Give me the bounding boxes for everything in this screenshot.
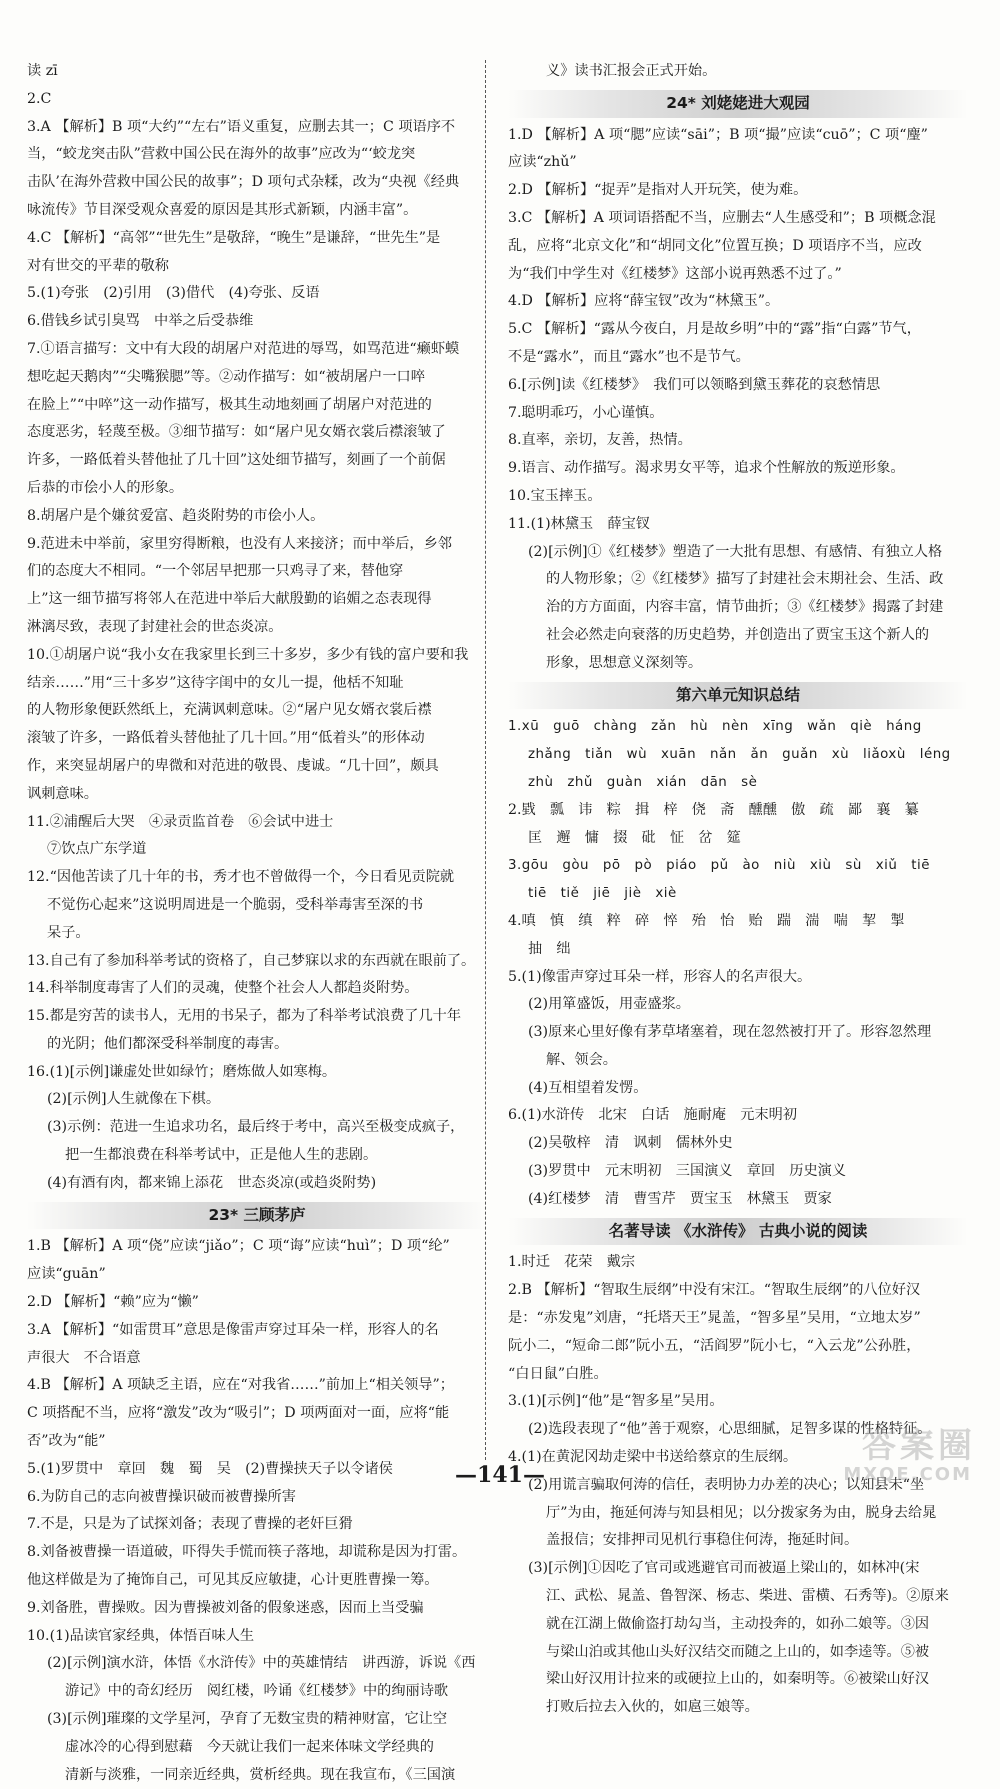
answer-line: 否”改为“能” [27,1433,106,1450]
answer-line: (2)选段表现了“他”善于观察，心思细腻，足智多谋的性格特征。 [528,1421,932,1438]
answer-line: 3.A 【解析】B 项“大约”“左右”语义重复，应删去其一；C 项语序不 [27,118,456,135]
answer-line: (3)罗贯中 元末明初 三国演义 章回 历史演义 [528,1163,847,1180]
answer-line: 11.②浦醒后大哭 ④录贡监首卷 ⑥会试中进士 [27,813,334,830]
answer-line: 5.(1)夸张 (2)引用 (3)借代 (4)夸张、反语 [27,285,320,302]
section-heading: 23* 三顾茅庐 [27,1202,487,1230]
watermark-url: MXQE.COM [843,1464,972,1485]
answer-line: 4.D 【解析】应将“薛宝钗”改为“林黛玉”。 [508,293,780,310]
answer-line: 1.B 【解析】A 项“侥”应读“jiǎo”；C 项“诲”应读“huì”；D 项“纶” [27,1238,450,1255]
answer-line: (2)用谎言骗取何涛的信任，表明协力办差的决心；以知县未“坐 [528,1476,925,1493]
section-heading: 名著导读 《水浒传》 古典小说的阅读 [508,1218,968,1246]
answer-line: 治的方方面面，内容丰富，情节曲折；③《红楼梦》揭露了封建 [546,599,944,616]
left-column [27,58,487,1789]
answer-line: 4.C 【解析】“高邻”“世先生”是敬辞，“晚生”是谦辞，“世先生”是 [27,229,441,246]
answer-line: 15.都是穷苦的读书人，无用的书呆子，都为了科举考试浪费了几十年 [27,1008,462,1025]
answer-line: 5.(1)罗贯中 章回 魏 蜀 吴 (2)曹操挟天子以令诸侯 [27,1460,393,1477]
answer-line: 上”这一细节描写将邻人在范进中举后大献殷勤的谄媚之态表现得 [27,591,432,608]
answer-line: 10.宝玉摔玉。 [508,487,602,504]
answer-line: 2.戥 瓢 讳 粽 揖 梓 侥 斋 醺醺 傲 疏 鄙 襄 纂 [508,801,919,818]
answer-line: 阮小二，“短命二郎”阮小五，“活阎罗”阮小七，“入云龙”公孙胜， [508,1337,921,1354]
answer-line: 乱，应将“北京文化”和“胡同文化”位置互换；D 项语序不当，应改 [508,237,922,254]
answer-line: 淋漓尽致，表现了封建社会的世态炎凉。 [27,618,283,635]
answer-line: 许多，一路低着头替他扯了几十回”这处细节描写，刻画了一个前倨 [27,452,446,469]
answer-line: 社会必然走向衰落的历史趋势，并创造出了贾宝玉这个新人的 [546,626,930,643]
answer-line: 盖报信；安排押司见机行事稳住何涛，拖延时间。 [546,1532,859,1549]
answer-line: 态度恶劣，轻蔑至极。③细节描写：如“屠户见女婿衣裳后襟滚皱了 [27,424,446,441]
answer-line: “白日鼠”白胜。 [508,1365,608,1382]
answer-line: 形象，思想意义深刻等。 [546,654,703,671]
answer-line: 把一生都浪费在科举考试中，正是他人生的悲剧。 [65,1147,378,1164]
answer-line: 的人物形象；②《红楼梦》描写了封建社会末期社会、生活、政 [546,571,944,588]
answer-line: 应读“zhǔ” [508,154,577,171]
answer-line: zhù zhǔ guàn xián dān sè [528,774,758,790]
answer-line: 在脸上”“中啐”这一动作描写，极其生动地刻画了胡屠户对范进的 [27,396,432,413]
section-heading: 24* 刘姥姥进大观园 [508,90,968,118]
answer-line: 4.(1)在黄泥冈劫走梁中书送给蔡京的生辰纲。 [508,1449,798,1466]
answer-line: 16.(1)[示例]谦虚处世如绿竹；磨炼做人如寒梅。 [27,1063,337,1080]
answer-line: 9.刘备胜，曹操败。因为曹操被刘备的假象迷惑，因而上当受骗 [27,1599,424,1616]
answer-line: 虚冰冷的心得到慰藉 今天就让我们一起来体味文学经典的 [65,1738,434,1755]
answer-line: 2.D 【解析】“捉弄”是指对人开玩笑，使为难。 [508,182,808,199]
answer-line: (3)[示例]①因吃了官司或逃避官司而被逼上梁山的，如林冲(宋 [528,1560,920,1577]
answer-line: 10.(1)品读官家经典，体悟百味人生 [27,1627,255,1644]
answer-line: 3.gōu gòu pō pò piáo pǔ ào niù xiù sù xiǔ tiē [508,858,930,874]
answer-line: 声很大 不合语意 [27,1349,141,1366]
answer-line: 就在江湖上做偷盗打劫勾当，主动投奔的，如孙二娘等。③因 [546,1615,930,1632]
answer-line: 2.B 【解析】“智取生辰纲”中没有宋江。“智取生辰纲”的八位好汉 [508,1282,921,1299]
answer-line: 打败后拉去入伙的，如扈三娘等。 [546,1699,759,1716]
answer-line: zhǎng tiǎn wù xuān nǎn ǎn guǎn xù liǎoxù léng [528,747,951,763]
answer-line: 结亲……”用“三十多岁”这待字闺中的女儿一提，他栝不知耻 [27,674,404,691]
answer-line: 抽 绌 [528,940,571,957]
answer-line: 6.[示例]读《红楼梦》 我们可以领略到黛玉葬花的哀愁情思 [508,376,881,393]
answer-line: 梁山好汉用计拉来的或硬拉上山的，如秦明等。⑥被梁山好汉 [546,1671,930,1688]
answer-line: 11.(1)林黛玉 薛宝钗 [508,515,650,532]
answer-line: tiē tiě jiē jiè xiè [528,886,677,902]
answer-line: 9.范进未中举前，家里穷得断粮，也没有人来接济；而中举后，乡邻 [27,535,452,552]
answer-line: (3)原来心里好像有茅草堵塞着，现在忽然被打开了。形容忽然理 [528,1024,932,1041]
answer-line: 讽刺意味。 [27,785,98,802]
answer-line: 1.xū guō chàng zǎn hù nèn xīng wǎn qiè háng [508,719,922,735]
watermark-logo [826,1418,976,1498]
answer-line: 8.刘备被曹操一语道破，吓得失手慌而筷子落地，却谎称是因为打雷。 [27,1544,467,1561]
answer-line: 4.嗔 慎 缜 粹 碎 悴 殆 怡 贻 踹 湍 喘 挈 掣 [508,912,905,929]
answer-line: 3.A 【解析】“如雷贯耳”意思是像雷声穿过耳朵一样，形容人的名 [27,1321,439,1338]
answer-line: 3.C 【解析】A 项词语搭配不当，应删去“人生感受和”；B 项概念混 [508,209,936,226]
answer-line: 的光阴；他们都深受科举制度的毒害。 [47,1035,289,1052]
answer-line: 3.(1)[示例]“他”是“智多星”吴用。 [508,1393,724,1410]
answer-line: 解、领会。 [546,1051,617,1068]
answer-line: 2.C [27,90,52,107]
answer-line: 作，来突显胡屠户的卑微和对范进的敬畏、虔诚。“几十回”，颇具 [27,757,439,774]
answer-line: 应读“guān” [27,1266,106,1283]
answer-line: 4.B 【解析】A 项缺乏主语，应在“对我省……”前加上“相关领导”； [27,1377,454,1394]
answer-line: 12.“因他苦读了几十年的书，秀才也不曾做得一个，今日看见贡院就 [27,869,455,886]
answer-line: (2)[示例]人生就像在下棋。 [47,1091,221,1108]
answer-line: 厅”为由，拖延何涛与知县相见；以分拨家务为由，脱身去给晁 [546,1504,937,1521]
answer-line: 不是“露水”，而且“露水”也不是节气。 [508,348,750,365]
answer-line: 匡 邂 慵 掇 砒 怔 岔 筵 [528,829,741,846]
answer-line: 滚皱了许多，一路低着头替他扯了几十回。”用“低着头”的形体动 [27,730,425,747]
answer-line: 1.D 【解析】A 项“腮”应读“sāi”；B 项“撮”应读“cuō”；C 项“麈” [508,126,928,143]
answer-line: 5.(1)像雷声穿过耳朵一样，形容人的名声很大。 [508,968,812,985]
answer-line: 他这样做是为了掩饰自己，可见其反应敏捷，心计更胜曹操一筹。 [27,1572,439,1589]
answer-line: (4)互相望着发愣。 [528,1079,648,1096]
answer-line: 不觉伤心起来”这说明周进是一个脆弱，受科举毒害至深的书 [47,896,424,913]
answer-line: 读 zī [27,63,58,79]
answer-line: 6.(1)水浒传 北宋 白话 施耐庵 元末明初 [508,1107,798,1124]
answer-line: ⑦饮点广东学道 [47,841,147,858]
answer-line: 义》读书汇报会正式开始。 [546,63,717,79]
answer-line: 游记》中的奇幻经历 阅红楼，吟诵《红楼梦》中的绚丽诗歌 [65,1683,449,1700]
answer-line: 10.①胡屠户说“我小女在我家里长到三十多岁，多少有钱的富户要和我 [27,646,469,663]
answer-line: 是：“赤发鬼”刘唐，“托塔天王”晁盖，“智多星”吴用，“立地太岁” [508,1310,921,1327]
answer-line: 后恭的市侩小人的形象。 [27,479,184,496]
answer-line: C 项搭配不当，应将“激发”改为“吸引”；D 项两面对一面，应将“能 [27,1405,450,1422]
answer-line: 清新与淡雅，一同亲近经典，赏析经典。现在我宣布，《三国演 [65,1766,456,1783]
answer-line: 9.语言、动作描写。渴求男女平等，追求个性解放的叛逆形象。 [508,460,905,477]
answer-line: (2)用箪盛饭，用壶盛浆。 [528,996,690,1013]
answer-line: 对有世交的平辈的敬称 [27,257,169,274]
answer-line: (4)有酒有肉，都来锦上添花 世态炎凉(或趋炎附势) [47,1174,377,1191]
answer-line: 为“我们中学生对《红楼梦》这部小说再熟悉不过了。” [508,265,842,282]
answer-line: 与梁山泊或其他山头好汉结交而随之上山的，如李逵等。⑤被 [546,1643,930,1660]
answer-line: (3)示例：范进一生追求功名，最后终于考中，高兴至极变成疯子， [47,1119,465,1136]
answer-line: 想吃起天鹅肉”“尖嘴猴腮”等。②动作描写：如“被胡屠户一口啐 [27,368,425,385]
answer-line: 的人物形象便跃然纸上，充满讽刺意味。②“屠户见女婿衣裳后襟 [27,702,432,719]
watermark-text: 答案圈 [862,1426,976,1466]
answer-line: 7.聪明乖巧，小心谨慎。 [508,404,664,421]
answer-line: 6.为防自己的志向被曹操识破而被曹操所害 [27,1488,296,1505]
answer-line: 8.直率，亲切，友善，热情。 [508,432,692,449]
answer-line: (3)[示例]璀璨的文学星河，孕育了无数宝贵的精神财富，它让空 [47,1711,448,1728]
answer-line: (2)[示例]演水浒，体悟《水浒传》中的英雄情结 讲西游，诉说《西 [47,1655,476,1672]
answer-line: 5.C 【解析】“露从今夜白，月是故乡明”中的“露”指“白露”节气， [508,321,921,338]
page-number: —141— [455,1462,545,1488]
answer-line: 6.借钱乡试引臭骂 中举之后受恭维 [27,313,254,330]
answer-line: 们的态度大不相同。“一个邻居早把那一只鸡寻了来，替他穿 [27,563,404,580]
answer-line: 14.科举制度毒害了人们的灵魂，使整个社会人人都趋炎附势。 [27,980,419,997]
answer-line: 呆子。 [47,924,90,941]
answer-line: 8.胡屠户是个嫌贫爱富、趋炎附势的市侩小人。 [27,507,325,524]
answer-line: 7.①语言描写：文中有大段的胡屠户对范进的辱骂，如骂范进“癞虾蟆 [27,340,460,357]
answer-line: 击队’在海外营救中国公民的故事”；D 项句式杂糅，改为“央视《经典 [27,174,460,191]
answer-line: (4)红楼梦 清 曹雪芹 贾宝玉 林黛玉 贾家 [528,1190,832,1207]
answer-line: 1.时迁 花荣 戴宗 [508,1254,636,1271]
section-heading: 第六单元知识总结 [508,682,968,710]
answer-line: (2)吴敬梓 清 讽刺 儒林外史 [528,1135,733,1152]
answer-line: 当，“蛟龙突击队”营救中国公民在海外的故事”应改为“‘蛟龙突 [27,146,416,163]
answer-line: (2)[示例]①《红楼梦》塑造了一大批有思想、有感情、有独立人格 [528,543,943,560]
answer-line: 咏流传》节目深受观众喜爱的原因是其形式新颖，内涵丰富”。 [27,201,418,218]
answer-line: 13.自己有了参加科举考试的资格了，自己梦寐以求的东西就在眼前了。 [27,952,476,969]
answer-line: 2.D 【解析】“赖”应为“懒” [27,1294,199,1311]
answer-line: 7.不是，只是为了试探刘备；表现了曹操的老奸巨猾 [27,1516,353,1533]
answer-line: 江、武松、晁盖、鲁智深、杨志、柴进、雷横、石秀等)。②原来 [546,1588,949,1605]
